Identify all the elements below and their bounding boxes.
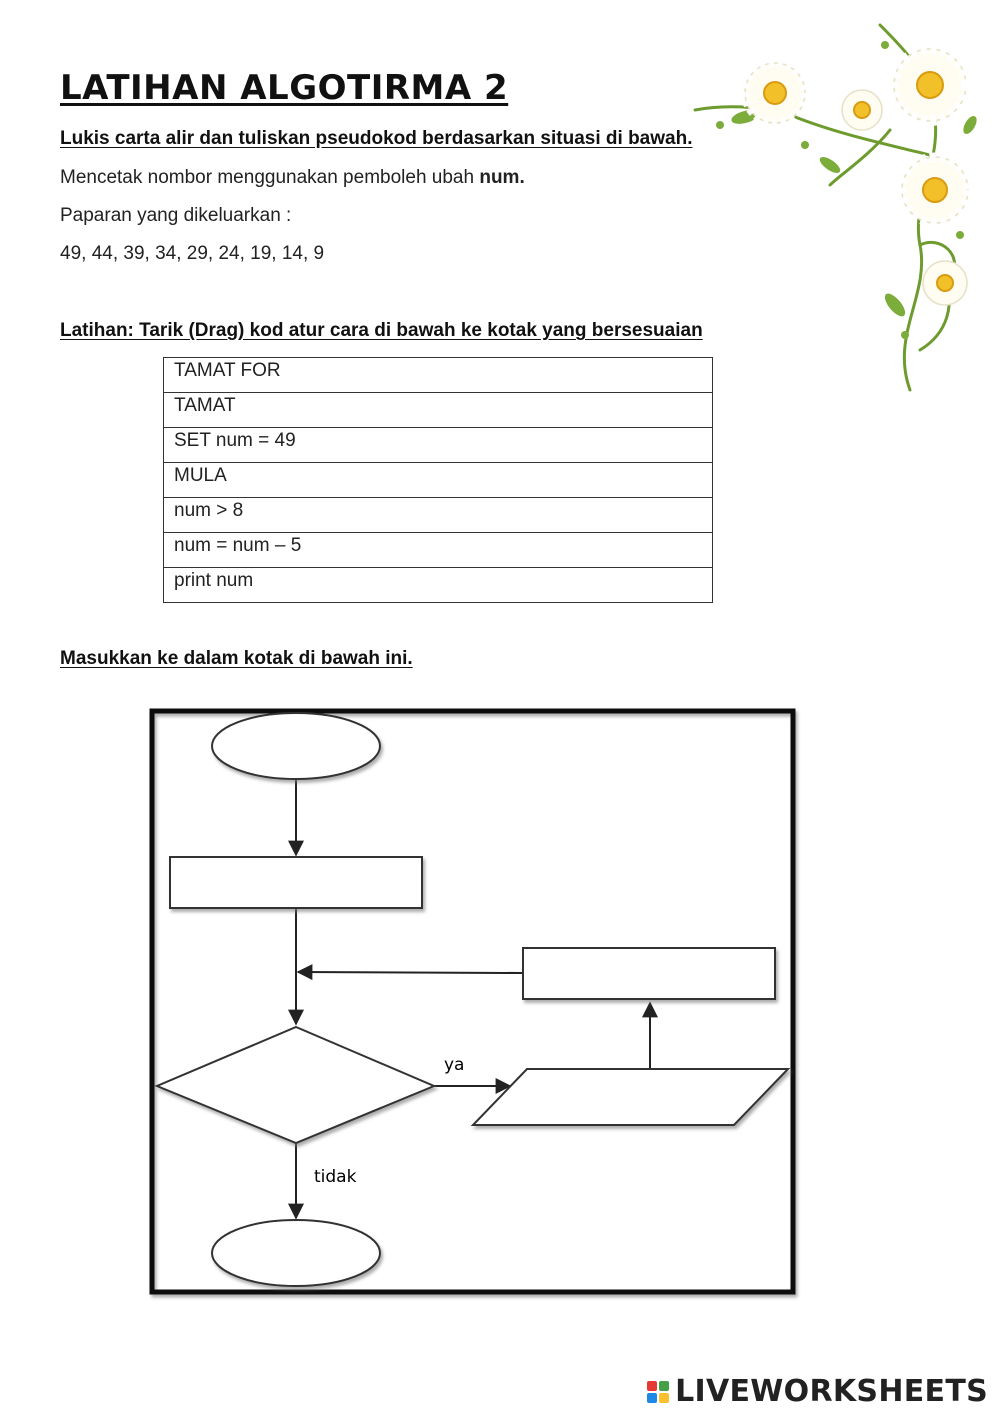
code-item[interactable]: num > 8 xyxy=(164,498,713,533)
connector-arrow xyxy=(298,972,522,973)
yes-label: ya xyxy=(444,1055,465,1075)
process-dropzone-1[interactable] xyxy=(170,857,422,908)
code-item[interactable]: print num xyxy=(164,568,713,603)
code-item[interactable]: num = num – 5 xyxy=(164,533,713,568)
instruction-heading: Lukis carta alir dan tuliskan pseudokod berdasarkan situasi di bawah. xyxy=(60,128,693,149)
output-sequence: 49, 44, 39, 34, 29, 24, 19, 14, 9 xyxy=(60,243,325,264)
situation-variable: num. xyxy=(479,167,525,188)
drop-heading: Masukkan ke dalam kotak di bawah ini. xyxy=(60,648,413,669)
no-label: tidak xyxy=(314,1167,357,1187)
end-terminal-dropzone[interactable] xyxy=(212,1220,380,1286)
page-title: LATIHAN ALGOTIRMA 2 xyxy=(60,68,509,108)
liveworksheets-logo xyxy=(647,1374,988,1409)
badge-square xyxy=(659,1393,669,1403)
start-terminal-dropzone[interactable] xyxy=(212,713,380,779)
logo-badge-icon xyxy=(647,1381,669,1403)
flowchart-frame xyxy=(152,711,793,1292)
badge-square xyxy=(647,1381,657,1391)
situation-prefix: Mencetak nombor menggunakan pemboleh ubah xyxy=(60,167,480,188)
code-item[interactable]: TAMAT FOR xyxy=(164,358,713,393)
drag-heading: Latihan: Tarik (Drag) kod atur cara di bawah ke kotak yang bersesuaian xyxy=(60,320,703,341)
decision-dropzone[interactable] xyxy=(157,1027,434,1143)
output-label: Paparan yang dikeluarkan : xyxy=(60,205,292,226)
brand-name: LIVEWORKSHEETS xyxy=(675,1374,988,1409)
output-dropzone[interactable] xyxy=(473,1069,788,1125)
code-item[interactable]: SET num = 49 xyxy=(164,428,713,463)
badge-square xyxy=(659,1381,669,1391)
code-item[interactable]: TAMAT xyxy=(164,393,713,428)
code-item[interactable]: MULA xyxy=(164,463,713,498)
badge-square xyxy=(647,1393,657,1403)
process-dropzone-2[interactable] xyxy=(523,948,775,999)
